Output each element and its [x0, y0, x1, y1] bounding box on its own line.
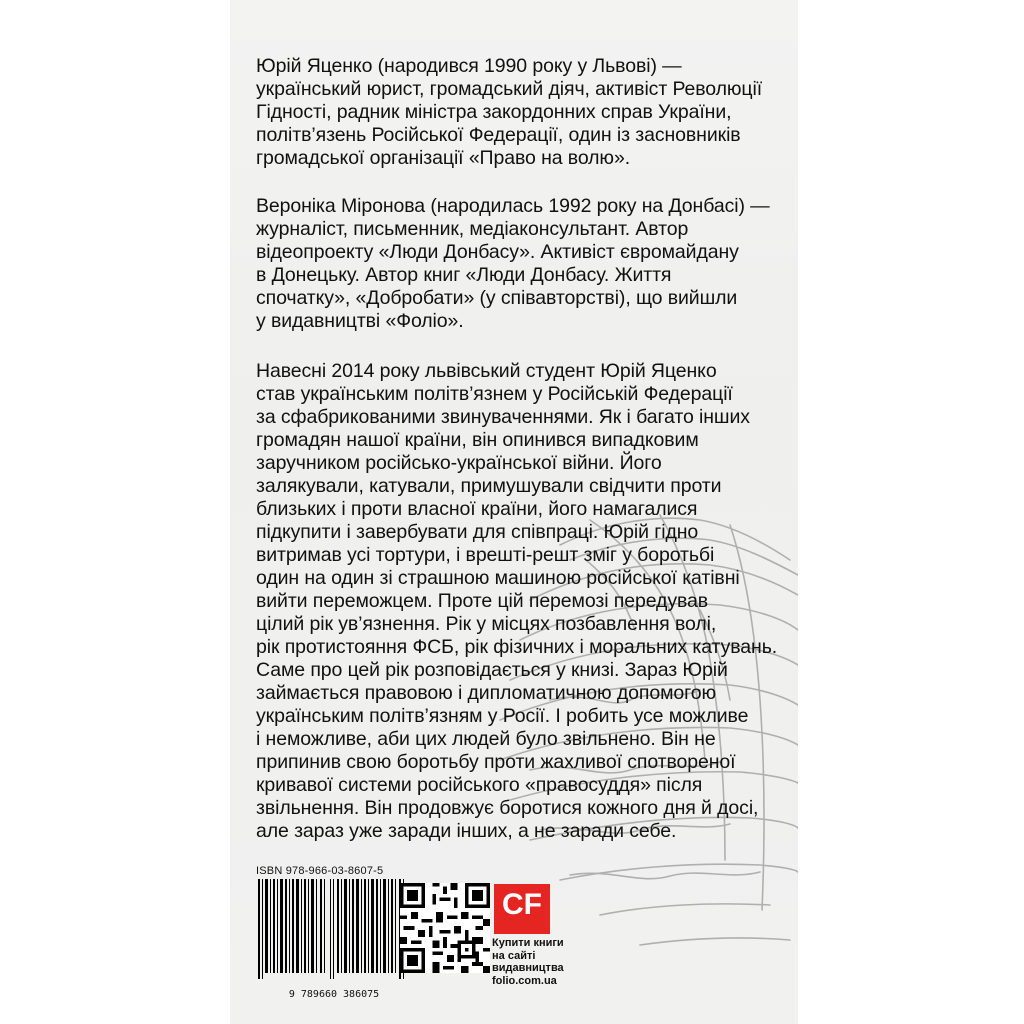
- author-bio-yatsenko-text: Юрій Яценко (народився 1990 року у Львові) — український юрист, громадський діяч, активіст Революції Гідності, радник міністра закордонних справ України, політв’язень Російської Федерації, один із засновників громадської організації «Право на волю».: [256, 55, 763, 169]
- isbn-barcode: [254, 865, 414, 1000]
- author-bio-mironova-text: Вероніка Міронова (народилась 1992 року на Донбасі) — журналіст, письменник, медіаконсультант. Автор відеопроекту «Люди Донбасу». Активіст євромайдану в Донецьку. Автор книг «Люди Донбасу. Життя спочатку», «Добробати» (у співавторстві), що вийшли у видавництві «Фоліо».: [256, 195, 770, 332]
- barcode-number: 9 789660 386075: [288, 989, 380, 1000]
- book-annotation: [256, 360, 788, 843]
- author-bio-mironova: [256, 195, 788, 333]
- author-bio-yatsenko: [256, 55, 788, 170]
- publisher-logo-text: CF: [502, 888, 542, 921]
- book-annotation-text: Навесні 2014 року львівський студент Юрій Яценко став українським політв’язнем у Російській Федерації за сфабрикованими звинуваченнями. Як і багато інших громадян нашої країни, він опинився випадковим заручником російсько-української війни. Його залякували, катували, примушували свідчити проти близьких і проти власної країни, його намагалися підкупити і завербувати для співпраці. Юрій гідно витримав усі тортури, і врешті-решт зміг у боротьбі один на один зі страшною машиною російської катівні вийти переможцем. Проте цій перемозі передував цілий рік ув’язнення. Рік у місцях позбавлення волі, рік протистояння ФСБ, рік фізичних і моральних катувань. Саме про цей рік розповідається у книзі. Зараз Юрій займається правовою і дипломатичною допомогою українським політв’язням у Росії. І робить усе можливе і неможливе, аби цих людей було звільнено. Він не припинив свою боротьбу проти жахливої спотвореної кривавої системи російського «правосуддя» після звільнення. Він продовжує боротися кожного дня й досі, але зараз уже заради інших, а не заради себе.: [256, 360, 778, 842]
- qr-code-icon: [400, 883, 490, 973]
- isbn-label: ISBN 978-966-03-8607-5: [256, 865, 384, 877]
- publisher-caption: Купити книги на сайті видавництва folio.com.ua: [492, 937, 564, 987]
- barcode-icon: [254, 879, 412, 991]
- book-back-cover: [230, 0, 798, 1024]
- publisher-logo: [494, 884, 550, 934]
